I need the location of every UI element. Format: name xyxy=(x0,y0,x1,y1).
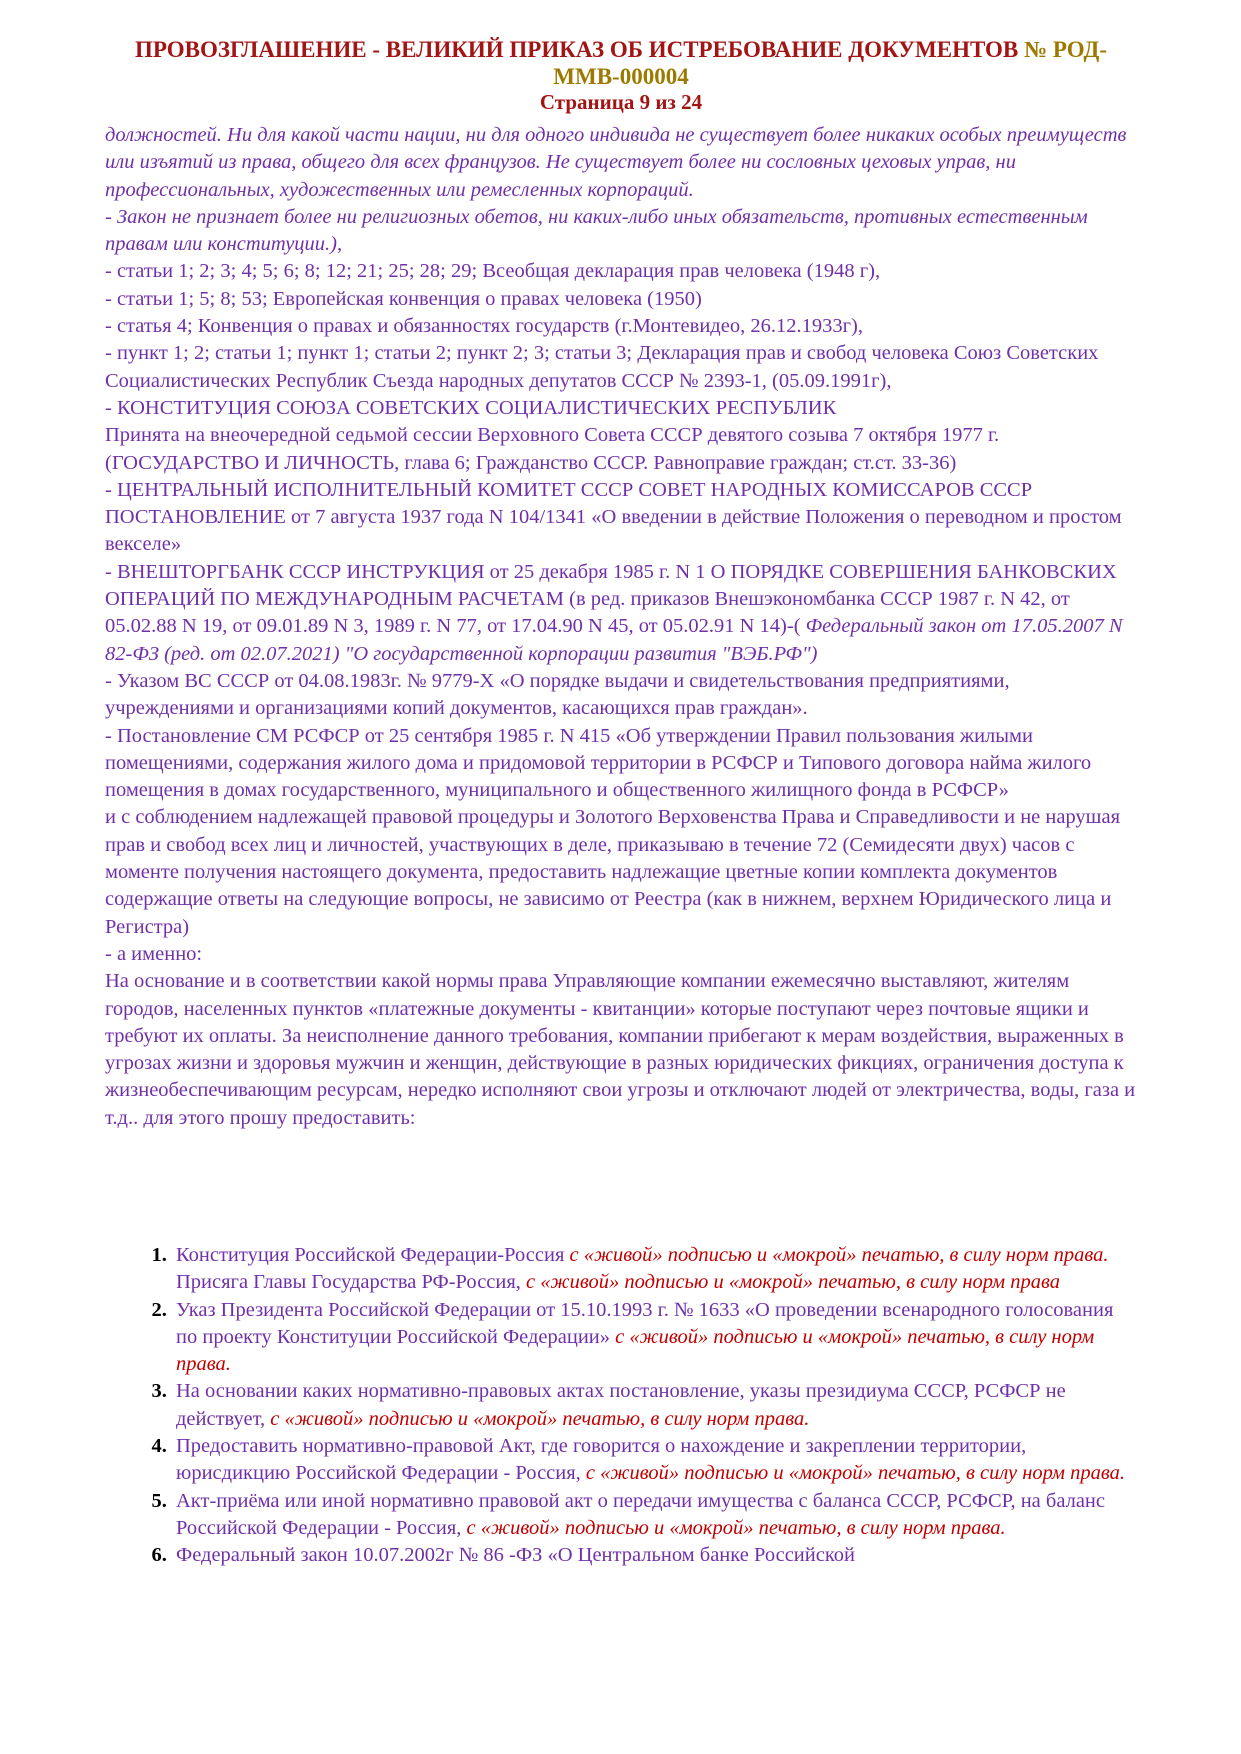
text-segment: Конституция Российской Федерации-Россия xyxy=(176,1243,570,1266)
text-segment: и с соблюдением надлежащей правовой процедуры и Золотого Верховенства Права и Справедливости и не нарушая прав и свобод всех лиц и личностей, участвующих в деле, приказываю в течение 72 (Семидесяти двух) часов с моменте получения настоящего документа, предоставить надлежащие цветные копии комплекта документов содержащие ответы на следующие вопросы, не зависимо от Реестра (как в нижнем, верхнем Юридического лица и Регистра) xyxy=(105,806,1121,938)
text-segment: - пункт 1; 2; статьи 1; пункт 1; статьи 2; пункт 2; 3; статьи 3; Декларация прав и свобод человека Союз Советских Социалистических Республик Съезда народных депутатов СССР № 2393-1, (05.09.1991г), xyxy=(105,342,1099,392)
document-title-text: ПРОВОЗГЛАШЕНИЕ - ВЕЛИКИЙ ПРИКАЗ ОБ ИСТРЕБОВАНИЕ ДОКУМЕНТОВ xyxy=(134,37,1025,62)
text-segment: с «живой» подписью и «мокрой» печатью, в силу норм права xyxy=(526,1271,1060,1294)
paragraph xyxy=(105,477,1137,559)
list-item xyxy=(172,1297,1137,1379)
paragraph xyxy=(105,422,1137,477)
list-item xyxy=(172,1433,1137,1488)
text-segment: с «живой» подписью и «мокрой» печатью, в силу норм права. xyxy=(585,1462,1125,1485)
document-title xyxy=(105,36,1137,90)
paragraph xyxy=(105,941,1137,968)
text-segment: Федеральный закон от 17.05.2007 N 82-ФЗ (ред. от 02.07.2021) "О государственной корпорации развития "ВЭБ.РФ") xyxy=(105,615,1123,665)
list-item xyxy=(172,1542,1137,1569)
text-segment: с «живой» подписью и «мокрой» печатью, в силу норм права. xyxy=(176,1325,1095,1376)
text-segment: - ЦЕНТРАЛЬНЫЙ ИСПОЛНИТЕЛЬНЫЙ КОМИТЕТ СССР СОВЕТ НАРОДНЫХ КОМИССАРОВ СССР ПОСТАНОВЛЕНИЕ от 7 августа 1937 года N 104/1341 «О введении в действие Положения о переводном и простом векселе» xyxy=(105,478,1122,556)
list-item xyxy=(172,1488,1137,1543)
paragraph xyxy=(105,723,1137,805)
text-segment: - ВНЕШТОРГБАНК СССР ИНСТРУКЦИЯ от 25 декабря 1985 г. N 1 О ПОРЯДКЕ СОВЕРШЕНИЯ БАНКОВСКИХ ОПЕРАЦИЙ ПО МЕЖДУНАРОДНЫМ РАСЧЕТАМ (в ред. приказов Внешэкономбанка СССР 1987 г. N 42, от 05.02.88 N 19, от 09.01.89 N 3, 1989 г. N 77, от 17.04.90 N 45, от 05.02.91 N 14)-( xyxy=(105,560,1117,638)
page-indicator: Страница 9 из 24 xyxy=(539,90,703,114)
text-segment: - статьи 1; 2; 3; 4; 5; 6; 8; 12; 21; 25; 28; 29; Всеобщая декларация прав человека (1948 г), xyxy=(105,260,881,283)
text-segment: - Постановление СМ РСФСР от 25 сентября 1985 г. N 415 «Об утверждении Правил пользования жилыми помещениями, содержания жилого дома и придомовой территории в РСФСР и Типового договора найма жилого помещения в домах государственного, муниципального и общественного жилищного фонда в РСФСР» xyxy=(105,724,1092,802)
text-segment: - статья 4; Конвенция о правах и обязанностях государств (г.Монтевидео, 26.12.1933г), xyxy=(105,315,863,338)
paragraph xyxy=(105,559,1137,668)
paragraph xyxy=(105,804,1137,940)
paragraph xyxy=(105,668,1137,723)
list-item xyxy=(172,1378,1137,1433)
text-segment: - КОНСТИТУЦИЯ СОЮЗА СОВЕТСКИХ СОЦИАЛИСТИЧЕСКИХ РЕСПУБЛИК xyxy=(105,396,837,419)
demands-list xyxy=(105,1242,1137,1570)
text-segment: Акт-приёма или иной нормативно правовой акт о передачи имущества с баланса СССР, РСФСР, на баланс Российской Федерации - Россия, xyxy=(176,1489,1106,1539)
text-segment: - а именно: xyxy=(105,942,203,965)
text-segment: - Закон не признает более ни религиозных обетов, ни каких-либо иных обязательств, противных естественным правам или конституции.), xyxy=(105,205,1088,256)
text-segment: На основание и в соответствии какой нормы права Управляющие компании ежемесячно выставляют, жителям городов, населенных пунктов «платежные документы - квитанции» которые поступают через почтовые ящики и требуют их оплаты. За неисполнение данного требования, компании прибегают к мерам воздействия, выраженных в угрозах жизни и здоровья мужчин и женщин, действующие в разных юридических фикциях, ограничения доступа к жизнеобеспечивающим ресурсам, нередко исполняют свои угрозы и отключают людей от электричества, воды, газа и т.д.. для этого прошу предоставить: xyxy=(105,970,1136,1129)
text-segment: - статьи 1; 5; 8; 53; Европейская конвенция о правах человека (1950) xyxy=(105,287,702,310)
text-segment: Принята на внеочередной седьмой сессии Верховного Совета СССР девятого созыва 7 октября 1977 г.(ГОСУДАРСТВО И ЛИЧНОСТЬ, глава 6; Гражданство СССР. Равноправие граждан; ст.ст. 33-36) xyxy=(105,424,1000,474)
text-segment: - Указом ВС СССР от 04.08.1983г. № 9779-X «О порядке выдачи и свидетельствования предприятиями, учреждениями и организациями копий документов, касающихся прав граждан». xyxy=(105,669,1010,720)
text-segment: Федеральный закон 10.07.2002г № 86 -ФЗ «О Центральном банке Российской xyxy=(176,1544,855,1567)
paragraph xyxy=(105,204,1137,259)
text-segment: Указ Президента Российской Федерации от 15.10.1993 г. № 1633 «О проведении всенародного голосования по проекту Конституции Российской Федерации» xyxy=(176,1298,1114,1348)
paragraph xyxy=(105,286,1137,313)
paragraph xyxy=(105,122,1137,204)
text-segment: с «живой» подписью и «мокрой» печатью, в силу норм права. xyxy=(270,1407,810,1430)
text-segment: с «живой» подписью и «мокрой» печатью, в силу норм права. xyxy=(569,1243,1109,1266)
paragraph xyxy=(105,258,1137,285)
paragraph xyxy=(105,968,1137,1132)
document-number: № РОД-ММВ-000004 xyxy=(553,37,1108,89)
text-segment: с «живой» подписью и «мокрой» печатью, в силу норм права. xyxy=(466,1516,1006,1539)
paragraph xyxy=(105,395,1137,422)
list-item xyxy=(172,1242,1137,1297)
text-segment: должностей. Ни для какой части нации, ни для одного индивида не существует более никаких особых преимуществ или изъятий из права, общего для всех французов. Не существует более ни сословных цеховых управ, ни профессиональных, художественных или ремесленных корпораций. xyxy=(105,124,1127,201)
text-segment: На основании каких нормативно-правовых актах постановление, указы президиума СССР, РСФСР не действует, xyxy=(176,1380,1066,1430)
paragraph xyxy=(105,313,1137,340)
document-body xyxy=(105,122,1137,1132)
text-segment: Предоставить нормативно-правовой Акт, где говорится о нахождение и закреплении территории, юрисдикцию Российской Федерации - Россия, xyxy=(176,1435,1027,1485)
document-header xyxy=(105,36,1137,115)
paragraph xyxy=(105,340,1137,395)
text-segment: Присяга Главы Государства РФ-Россия, xyxy=(176,1271,527,1294)
